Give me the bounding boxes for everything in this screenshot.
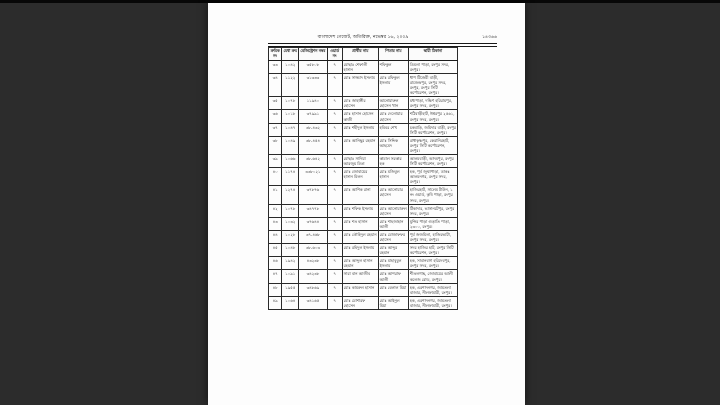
table-cell: মোঃ শাহজাহান আলী [378, 217, 408, 230]
table-header [269, 48, 458, 61]
table-cell: ১৯৫৫ [282, 283, 299, 296]
table-cell: ১১২২ [282, 74, 299, 97]
table-cell: ৩৮-৬০৩ [299, 244, 327, 257]
table-cell: ১০৪৭ [282, 123, 299, 136]
table-cell: মোঃ সিদ্দিক আহমেদ [378, 136, 408, 154]
table-row [269, 74, 458, 97]
table-cell: মোঃ মোজাফফর হোসেন [378, 230, 408, 243]
table-cell: ১০১৮ [282, 110, 299, 123]
table-row [269, 204, 458, 217]
table-row [269, 155, 458, 168]
table-cell: মোঃ আনোয়ারুল হোসেন [379, 205, 407, 216]
table-row [269, 270, 458, 283]
table-cell: মোঃ আশরাফ আলী [378, 270, 408, 283]
table-cell: মোঃ আব্দুল হাসান রহমান [342, 257, 378, 270]
table-row [269, 186, 458, 204]
table-row [269, 257, 458, 270]
table-cell: সদর হাজির হাট, রংপুর সিটি কর্পোরেশন, রংপুর। [408, 244, 457, 257]
table-cell: মোঃ আইনুল মিয়া [378, 296, 408, 309]
table-cell: ৭ [327, 168, 342, 186]
table-row [269, 230, 458, 243]
gazette-title: বাংলাদেশ গেজেট, অতিরিক্ত, নভেম্বর ১৬, ২০০৯ [317, 35, 409, 40]
table-row [269, 168, 458, 186]
table-cell: রাধাকৃষ্ণপুর, কেরানিরহাট, রংপুর সিটি কর্পোরেশন, রংপুর। [408, 136, 457, 154]
table-row [269, 244, 458, 257]
table-cell: আলমবাড়ী, আদমপুর, রংপুর সিটি কর্পোরেশন, রংপুর। [408, 155, 457, 168]
table-cell: ৩৮-৬৪২ [299, 155, 327, 168]
table-row [269, 296, 458, 309]
table-cell: ১১৯৪০ [299, 97, 327, 110]
table-cell: ৩৪১৬৫ [299, 296, 327, 309]
table-cell: হক, এরশাদনগর, জামতলা বাজার, নীলফামারী, রংপুর। [408, 296, 457, 309]
table-cell: ৪২ [269, 204, 282, 217]
table-cell: হক, সাবানবাগ হরিদেবপুর, রংপুর সদর, রংপুর। [408, 257, 457, 270]
table-cell: ৭ [327, 230, 342, 243]
table-cell: কামাল সরকার হক [378, 155, 408, 168]
column-header-2: রেজিস্ট্রেশন নম্বর [299, 48, 327, 61]
gazette-page [208, 3, 525, 405]
table-cell: ৭ [327, 186, 342, 204]
table-cell: মোঃ বেলাল মিয়া [378, 283, 408, 296]
table-cell: মোঃ তৌহিদুল রহমান [342, 230, 378, 243]
table-cell: ৩৭৯৯১ [299, 110, 327, 123]
table-cell: মোঃ কামরুল হাসান [342, 283, 378, 296]
table-cell: ৪০ [269, 168, 282, 186]
table-cell: মোঃ হাসান হোসেন কাজী [342, 110, 378, 123]
table-cell: ৪৩ [269, 217, 282, 230]
table-cell: ৭ [327, 296, 342, 309]
table-cell: হাজিরহাট, সালেম টাউন, ১ নং ওয়ার্ড, কৃষি পাড়া, রংপুর সদর, রংপুর। [408, 186, 457, 204]
table-cell: ৩১৩৩৩ [299, 74, 327, 97]
table-cell: ৭ [327, 270, 342, 283]
table-cell: শফিকুল [378, 60, 408, 73]
table-cell: ৪৭ [269, 270, 282, 283]
table-cell: হক, পূর্ব জুম্মাপাড়া, ডাকঃ আলমনগর, রংপুর সদর, রংপুর। [408, 168, 457, 186]
table-cell: ১০৭৮ [282, 97, 299, 110]
table-row [269, 217, 458, 230]
page-number: ১৪৩৬৬ [482, 35, 497, 40]
column-header-4: প্রার্থীর নাম [342, 48, 378, 61]
table-header-row [269, 48, 458, 61]
table-cell: ৩৭৬৪৪ [299, 217, 327, 230]
table-cell: ৩৭ [269, 123, 282, 136]
table-cell: ৭ [327, 244, 342, 257]
table-cell: ৪৮ [269, 283, 282, 296]
table-cell: ১৯৪২ [282, 257, 299, 270]
table-cell: মোছাঃ শেফালী হাসান [342, 60, 378, 73]
table-cell: চকবাড়ি, জমিদার বাড়ী, রংপুর সিটি কর্পোরেশন, রংপুর। [409, 124, 456, 135]
table-cell: মোছাঃ সাদিয়া আরজুম মিতা [342, 155, 378, 168]
table-cell: ১০৩২ [282, 217, 299, 230]
table-cell: ১২৭৪ [282, 186, 299, 204]
table-cell: ৭ [327, 60, 342, 73]
candidate-table [268, 47, 458, 310]
table-cell: ১০২৮ [282, 230, 299, 243]
column-header-1: মেধা ক্রম [282, 48, 299, 61]
table-cell: মোঃ শত হাসান [342, 217, 378, 230]
table-cell: ৪৬ [269, 257, 282, 270]
table-cell: ৭ [327, 97, 342, 110]
table-cell: ১০৭৮ [282, 204, 299, 217]
table-cell: মধ্যপাড়া, দক্ষিণ হরিরামপুর, রংপুর সদর, রংপুর। [408, 97, 457, 110]
table-cell: মোঃ আনোয়ার হোসেন [378, 186, 408, 204]
table-cell: ৩৩ [269, 60, 282, 73]
column-header-6: স্থায়ী ঠিকানা [408, 48, 457, 61]
table-cell: ৩৮-৪৩২ [299, 123, 327, 136]
table-cell: ৩৬ [269, 110, 282, 123]
column-header-0: ক্রমিক নং [269, 48, 282, 61]
table-cell: মোঃ জাহাঙ্গীর হোসেন [342, 97, 378, 110]
table-cell: ৩৯ [269, 155, 282, 168]
column-header-5: পিতার নাম [378, 48, 408, 61]
table-cell: ৩৪৭৭৮ [299, 204, 327, 217]
table-cell: ৪৯ [269, 296, 282, 309]
table-cell: ৭ [327, 257, 342, 270]
table-row [269, 136, 458, 154]
table-cell: ৪১ [269, 186, 282, 204]
table-cell: ৩৮-৪৫৪ [299, 136, 327, 154]
table-cell: পূর্ব জজমিলা, হাজিরভাটা, রংপুর সদর, রংপুর। [408, 230, 457, 243]
table-cell: ৭ [327, 155, 342, 168]
table-cell: মোঃ সাজ্জাদ ইসলাম [342, 74, 378, 97]
table-cell: ১০৬৬ [282, 155, 299, 168]
table-cell: শীতলগাছ, জোবায়ের আলী কলেজ রোড, রংপুর। [408, 270, 457, 283]
table-cell: ৪৫ [269, 244, 282, 257]
table-cell: ৭ [327, 217, 342, 230]
table-cell: ৩৭৮৭৬ [299, 186, 327, 204]
table-cell: ৩৩৮০২১ [299, 168, 327, 186]
table-cell: হবিবর শেখ [378, 123, 408, 136]
table-cell: মোঃ আনিছুর রহমান [342, 136, 378, 154]
table-cell: ৩৭-৪৬৮ [299, 230, 327, 243]
table-cell: মোঃ রফিকুল ইসলাম [378, 74, 408, 97]
table-cell: ৩৫৮০৮ [299, 60, 327, 73]
masthead [268, 30, 497, 42]
table-cell: ৭ [327, 204, 342, 217]
table-cell: মোঃ আশিক রানা [342, 186, 378, 204]
table-body [269, 60, 458, 309]
table-cell: হক, এরশাদনগর, জামতলা বাজার, নীলফামারী, রংপুর। [408, 283, 457, 296]
table-row [269, 283, 458, 296]
table-cell: সারা বান আজীব [342, 270, 378, 283]
table-cell: ডিমলা পাড়া, রংপুর সদর, রংপুর। [408, 60, 457, 73]
table-cell: মোঃ রহিদুল ইসলাম [342, 244, 378, 257]
table-cell: মোঃ শফিক ইসলাম [342, 204, 378, 217]
table-row [269, 97, 458, 110]
table-cell: ১১৭৪ [282, 168, 299, 186]
table-cell: মোঃ শহীদুল ইসলাম [342, 123, 378, 136]
table-cell: ৩৮ [269, 136, 282, 154]
table-row [269, 60, 458, 73]
table-cell: ১০৬৪ [282, 296, 299, 309]
table-cell: মুন্সির পাড়া গুড়াতি পাড়া, ২৩০০, রংপুর। [408, 217, 457, 230]
table-cell: ৩৪৮৬৯ [299, 283, 327, 296]
table-cell: ১০৪৮ [282, 244, 299, 257]
table-row [269, 110, 458, 123]
table-cell: ৩৫ [269, 97, 282, 110]
table-cell: ১০৪৯ [282, 136, 299, 154]
table-cell: ১০৪২ [282, 60, 299, 73]
table-cell: মোঃ দেলোয়ার হোসেন [378, 110, 408, 123]
table-cell: ৩৪২৩৮ [299, 270, 327, 283]
table-cell: আনোয়ারুল হোসেন খান [378, 97, 408, 110]
table-cell: ধাপ টিজেমী বাড়ী, রাজেন্দ্রপুর, রংপুর সদর, রংপুর, রংপুর সিটি কর্পোরেশন, রংপুর। [408, 74, 457, 97]
column-header-3: ওয়ার্ড নং [327, 48, 342, 61]
table-cell: শঠিবাড়ীহাট, ঈশ্বরপুর ২৫৬১, রংপুর সদর, রংপুর। [408, 110, 457, 123]
table-cell: মোঃ জোবায়ের হাসান মিলন [342, 168, 378, 186]
table-cell: মোঃ মজিবুল হাসান [378, 168, 408, 186]
table-cell: মোঃ মোশারফ হোসেন [342, 296, 378, 309]
table-row [269, 123, 458, 136]
table-cell: ৪৩২৩৮ [299, 257, 327, 270]
table-cell: ৩৪ [269, 74, 282, 97]
table-cell: ৭ [327, 123, 342, 136]
table-cell: মোঃ মাহাবুবুল ইসলাম [378, 257, 408, 270]
table-cell: ৭ [327, 283, 342, 296]
table-cell: ৪৪ [269, 230, 282, 243]
table-cell: ৭ [327, 74, 342, 97]
table-cell: মোঃ আব্দুর রহমান [378, 244, 408, 257]
table-cell: ৭ [327, 136, 342, 154]
table-cell: ১০৯১ [282, 270, 299, 283]
table-cell: টিকাদার, ভাসানটেপুর, রংপুর সদর, রংপুর। [408, 204, 457, 217]
table-cell: ৭ [327, 110, 342, 123]
